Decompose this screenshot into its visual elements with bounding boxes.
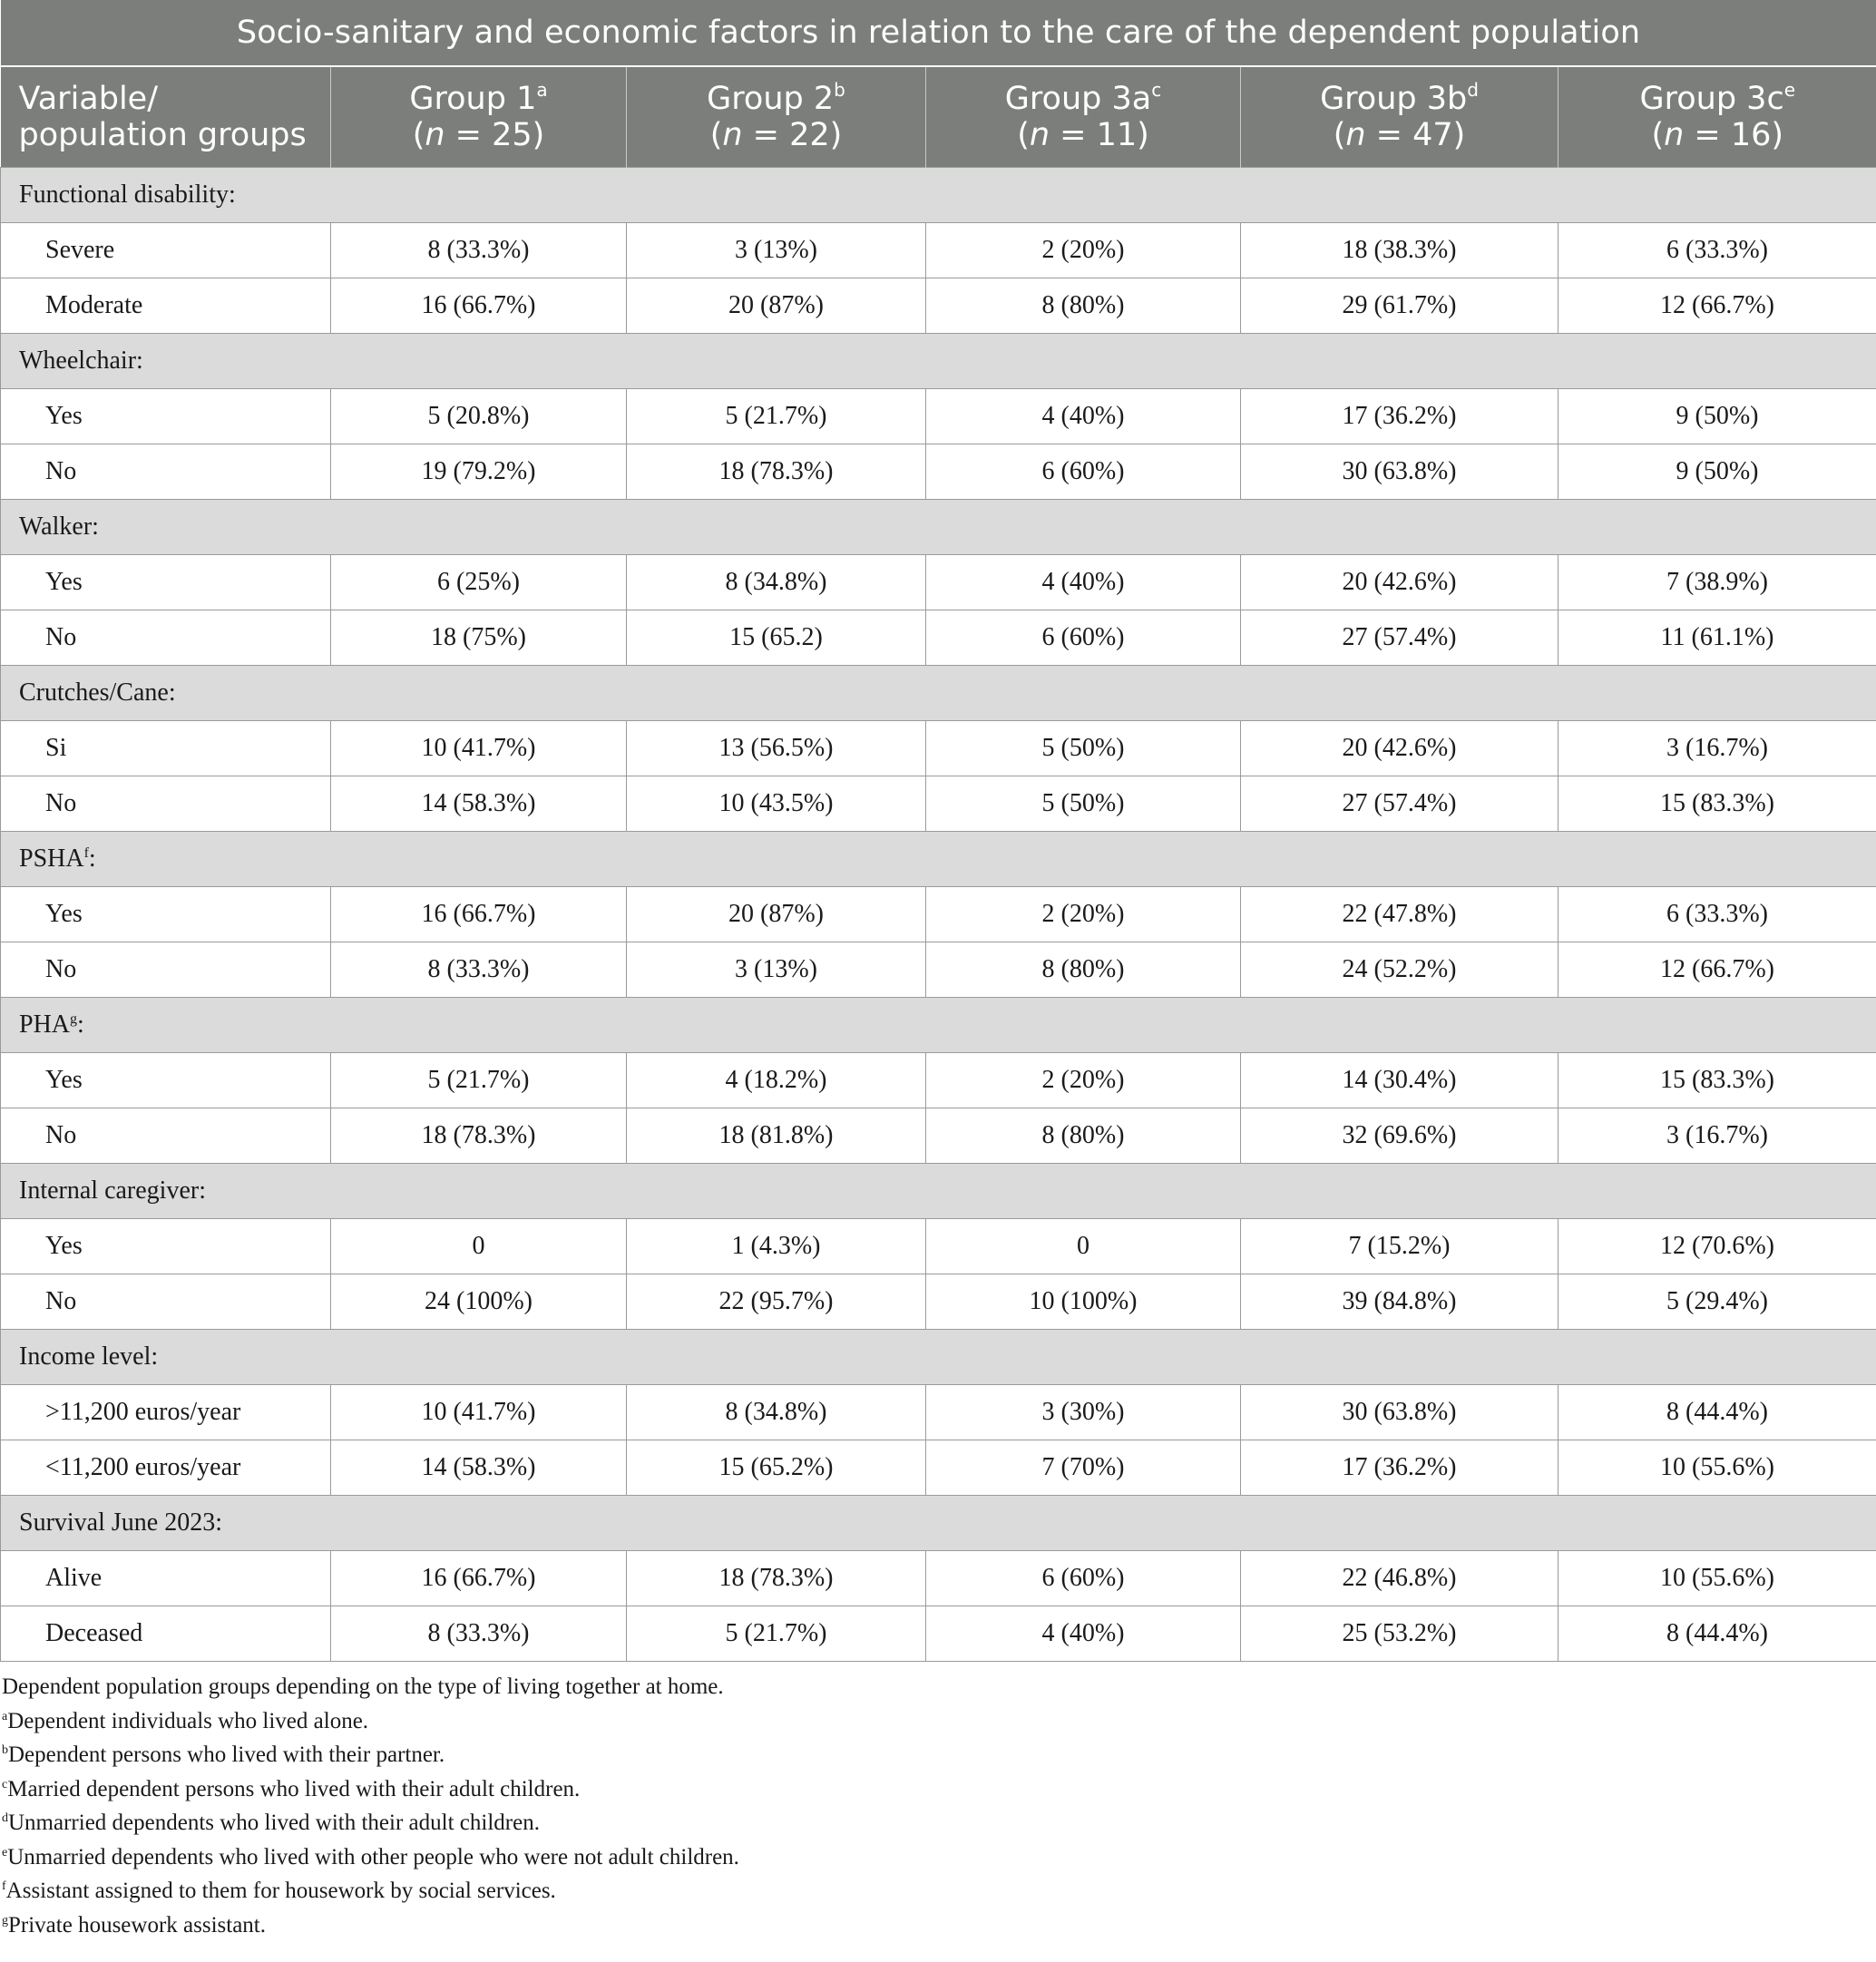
footnote-marker: g	[70, 1011, 78, 1027]
table-cell: 15 (83.3%)	[1558, 776, 1876, 832]
table-title: Socio-sanitary and economic factors in relation to the care of the dependent population	[1, 0, 1876, 66]
row-label: No	[1, 444, 331, 500]
table-cell: 2 (20%)	[926, 223, 1241, 278]
variable-column-header	[1, 66, 331, 168]
table-cell: 19 (79.2%)	[331, 444, 627, 500]
table-cell: 12 (66.7%)	[1558, 278, 1876, 334]
table-cell: 18 (78.3%)	[627, 444, 926, 500]
table-cell: 15 (65.2)	[627, 610, 926, 666]
group-name: Group 3b	[1320, 81, 1468, 117]
table-cell: 4 (18.2%)	[627, 1053, 926, 1108]
table-cell: 6 (33.3%)	[1558, 223, 1876, 278]
row-label: No	[1, 1108, 331, 1164]
section-title: PHA$^g$:	[1, 998, 1876, 1053]
table-cell: 20 (87%)	[627, 278, 926, 334]
table-cell: 18 (75%)	[331, 610, 627, 666]
table-cell: 7 (70%)	[926, 1440, 1241, 1496]
table-cell: 10 (100%)	[926, 1274, 1241, 1330]
footnote-marker: f	[83, 845, 89, 861]
table-cell: 17 (36.2%)	[1241, 1440, 1558, 1496]
row-label: No	[1, 942, 331, 998]
section-row	[1, 1164, 1876, 1219]
table-cell: 3 (16.7%)	[1558, 1108, 1876, 1164]
section-row	[1, 168, 1876, 223]
table-cell: 12 (70.6%)	[1558, 1219, 1876, 1274]
section-row	[1, 998, 1876, 1053]
table-row	[1, 1053, 1876, 1108]
footnote-line: $^d$Unmarried dependents who lived with their adult children.	[2, 1811, 540, 1835]
row-label: Yes	[1, 887, 331, 942]
table-cell: 16 (66.7%)	[331, 1551, 627, 1606]
section-row	[1, 1330, 1876, 1385]
table-cell: 18 (81.8%)	[627, 1108, 926, 1164]
table-row	[1, 942, 1876, 998]
table-cell: 5 (29.4%)	[1558, 1274, 1876, 1330]
section-row	[1, 1496, 1876, 1551]
table-cell: 22 (95.7%)	[627, 1274, 926, 1330]
section-title: Crutches/Cane:	[1, 666, 1876, 721]
table-cell: 10 (55.6%)	[1558, 1440, 1876, 1496]
section-title: Functional disability:	[1, 168, 1876, 223]
table-cell: 29 (61.7%)	[1241, 278, 1558, 334]
table-cell: 10 (55.6%)	[1558, 1551, 1876, 1606]
table-cell: 6 (60%)	[926, 1551, 1241, 1606]
table-cell: 8 (44.4%)	[1558, 1385, 1876, 1440]
table-cell: 10 (43.5%)	[627, 776, 926, 832]
table-cell: 8 (34.8%)	[627, 1385, 926, 1440]
table-row	[1, 1108, 1876, 1164]
table-row	[1, 389, 1876, 444]
table-row	[1, 1385, 1876, 1440]
section-row	[1, 334, 1876, 389]
table-cell: 3 (16.7%)	[1558, 721, 1876, 776]
footnote-marker: f	[2, 1879, 6, 1893]
table-title-row	[1, 0, 1876, 66]
table-cell: 3 (30%)	[926, 1385, 1241, 1440]
footnote-marker: d	[2, 1811, 8, 1825]
footnote-line: $^a$Dependent individuals who lived alone.	[2, 1708, 369, 1733]
table-cell: 17 (36.2%)	[1241, 389, 1558, 444]
row-label: Yes	[1, 1219, 331, 1274]
table-cell: 9 (50%)	[1558, 444, 1876, 500]
row-label: <11,200 euros/year	[1, 1440, 331, 1496]
table-row	[1, 444, 1876, 500]
footnote-marker: g	[2, 1913, 8, 1928]
table-cell: 10 (41.7%)	[331, 1385, 627, 1440]
table-cell: 10 (41.7%)	[331, 721, 627, 776]
table-cell: 16 (66.7%)	[331, 887, 627, 942]
table-cell: 15 (65.2%)	[627, 1440, 926, 1496]
table-cell: 7 (38.9%)	[1558, 555, 1876, 610]
table-cell: 24 (100%)	[331, 1274, 627, 1330]
table-row	[1, 1440, 1876, 1496]
table-row	[1, 1274, 1876, 1330]
table-cell: 8 (34.8%)	[627, 555, 926, 610]
table-cell: 2 (20%)	[926, 1053, 1241, 1108]
table-row	[1, 223, 1876, 278]
table-row	[1, 610, 1876, 666]
table-row	[1, 776, 1876, 832]
table-cell: 2 (20%)	[926, 887, 1241, 942]
table-row	[1, 1551, 1876, 1606]
group-column-header: Group 2$^b$ (n = 22)	[627, 66, 926, 168]
footnote-line: $^e$Unmarried dependents who lived with other people who were not adult children.	[2, 1844, 739, 1869]
table-cell: 8 (33.3%)	[331, 1606, 627, 1662]
table-cell: 5 (21.7%)	[331, 1053, 627, 1108]
table-cell: 27 (57.4%)	[1241, 776, 1558, 832]
table-cell: 13 (56.5%)	[627, 721, 926, 776]
section-title: Wheelchair:	[1, 334, 1876, 389]
row-label: Si	[1, 721, 331, 776]
row-label: Yes	[1, 555, 331, 610]
section-title: Income level:	[1, 1330, 1876, 1385]
table-cell: 30 (63.8%)	[1241, 1385, 1558, 1440]
table-cell: 6 (60%)	[926, 610, 1241, 666]
table-cell: 5 (21.7%)	[627, 1606, 926, 1662]
row-label: No	[1, 610, 331, 666]
table-cell: 5 (50%)	[926, 776, 1241, 832]
footnote-marker: c	[2, 1777, 8, 1791]
footnote-marker: b	[2, 1743, 8, 1757]
row-label: Yes	[1, 389, 331, 444]
table-cell: 18 (78.3%)	[627, 1551, 926, 1606]
table-cell: 18 (78.3%)	[331, 1108, 627, 1164]
section-title: Survival June 2023:	[1, 1496, 1876, 1551]
table-cell: 8 (80%)	[926, 942, 1241, 998]
table-body	[1, 168, 1876, 1662]
group-sup: e	[1783, 79, 1796, 101]
table-cell: 4 (40%)	[926, 1606, 1241, 1662]
footnote-line: Dependent population groups depending on the type of living together at home.	[2, 1674, 724, 1699]
table-cell: 8 (80%)	[926, 1108, 1241, 1164]
table-cell: 1 (4.3%)	[627, 1219, 926, 1274]
variable-header-line1: Variable/	[18, 81, 159, 117]
group-name: Group 1	[409, 81, 537, 117]
table-cell: 8 (33.3%)	[331, 223, 627, 278]
table-cell: 20 (42.6%)	[1241, 721, 1558, 776]
footnotes	[0, 1670, 1876, 1942]
table-cell: 8 (33.3%)	[331, 942, 627, 998]
table-cell: 8 (44.4%)	[1558, 1606, 1876, 1662]
group-sup: a	[536, 79, 548, 101]
section-title: Walker:	[1, 500, 1876, 555]
table-cell: 3 (13%)	[627, 223, 926, 278]
footnote-line: $^b$Dependent persons who lived with their partner.	[2, 1742, 445, 1767]
table-cell: 0	[926, 1219, 1241, 1274]
table-cell: 22 (46.8%)	[1241, 1551, 1558, 1606]
column-header-row	[1, 66, 1876, 168]
table-cell: 39 (84.8%)	[1241, 1274, 1558, 1330]
row-label: Severe	[1, 223, 331, 278]
table-cell: 0	[331, 1219, 627, 1274]
section-row	[1, 666, 1876, 721]
variable-header-line2: population groups	[18, 117, 307, 153]
table-row	[1, 278, 1876, 334]
table-cell: 27 (57.4%)	[1241, 610, 1558, 666]
group-sup: d	[1467, 79, 1479, 101]
group-name: Group 3a	[1004, 81, 1152, 117]
footnote-line: $^g$Private housework assistant.	[2, 1912, 266, 1938]
group-name: Group 2	[707, 81, 835, 117]
row-label: No	[1, 1274, 331, 1330]
section-row	[1, 832, 1876, 887]
footnote-line: $^f$Assistant assigned to them for housework by social services.	[2, 1879, 556, 1903]
table-row	[1, 1219, 1876, 1274]
footnote-line: $^c$Married dependent persons who lived with their adult children.	[2, 1776, 581, 1801]
row-label: Alive	[1, 1551, 331, 1606]
table-row	[1, 721, 1876, 776]
footnote-marker: a	[2, 1709, 8, 1723]
group-column-header: Group $3c^e$ (n = 16)	[1558, 66, 1876, 168]
table-cell: 3 (13%)	[627, 942, 926, 998]
table-cell: 6 (25%)	[331, 555, 627, 610]
table-cell: 5 (20.8%)	[331, 389, 627, 444]
group-name: Group 3c	[1639, 81, 1784, 117]
section-title: Internal caregiver:	[1, 1164, 1876, 1219]
table-cell: 20 (42.6%)	[1241, 555, 1558, 610]
table-cell: 22 (47.8%)	[1241, 887, 1558, 942]
row-label: Deceased	[1, 1606, 331, 1662]
table-cell: 14 (58.3%)	[331, 776, 627, 832]
table-cell: 25 (53.2%)	[1241, 1606, 1558, 1662]
table-cell: 4 (40%)	[926, 555, 1241, 610]
table-cell: 7 (15.2%)	[1241, 1219, 1558, 1274]
table-cell: 20 (87%)	[627, 887, 926, 942]
section-row	[1, 500, 1876, 555]
group-column-header: Group $3a^c$ (n = 11)	[926, 66, 1241, 168]
row-label: Yes	[1, 1053, 331, 1108]
table-cell: 30 (63.8%)	[1241, 444, 1558, 500]
table-row	[1, 1606, 1876, 1662]
table-cell: 8 (80%)	[926, 278, 1241, 334]
group-column-header: Group 1$^a$ (n = 25)	[331, 66, 627, 168]
table-cell: 11 (61.1%)	[1558, 610, 1876, 666]
table-row	[1, 887, 1876, 942]
table-cell: 4 (40%)	[926, 389, 1241, 444]
table-cell: 9 (50%)	[1558, 389, 1876, 444]
table-cell: 15 (83.3%)	[1558, 1053, 1876, 1108]
table-cell: 6 (33.3%)	[1558, 887, 1876, 942]
table-cell: 5 (50%)	[926, 721, 1241, 776]
group-column-header: Group $3b^d$ (n = 47)	[1241, 66, 1558, 168]
table-cell: 5 (21.7%)	[627, 389, 926, 444]
table-cell: 14 (58.3%)	[331, 1440, 627, 1496]
table-cell: 18 (38.3%)	[1241, 223, 1558, 278]
table-cell: 6 (60%)	[926, 444, 1241, 500]
table-row	[1, 555, 1876, 610]
footnote-marker: e	[2, 1845, 8, 1860]
row-label: >11,200 euros/year	[1, 1385, 331, 1440]
table-cell: 12 (66.7%)	[1558, 942, 1876, 998]
row-label: Moderate	[1, 278, 331, 334]
table-cell: 32 (69.6%)	[1241, 1108, 1558, 1164]
group-sup: c	[1151, 79, 1162, 101]
row-label: No	[1, 776, 331, 832]
group-sup: b	[834, 79, 845, 101]
table-cell: 16 (66.7%)	[331, 278, 627, 334]
table-cell: 24 (52.2%)	[1241, 942, 1558, 998]
section-title: PSHA$^f$:	[1, 832, 1876, 887]
table-cell: 14 (30.4%)	[1241, 1053, 1558, 1108]
